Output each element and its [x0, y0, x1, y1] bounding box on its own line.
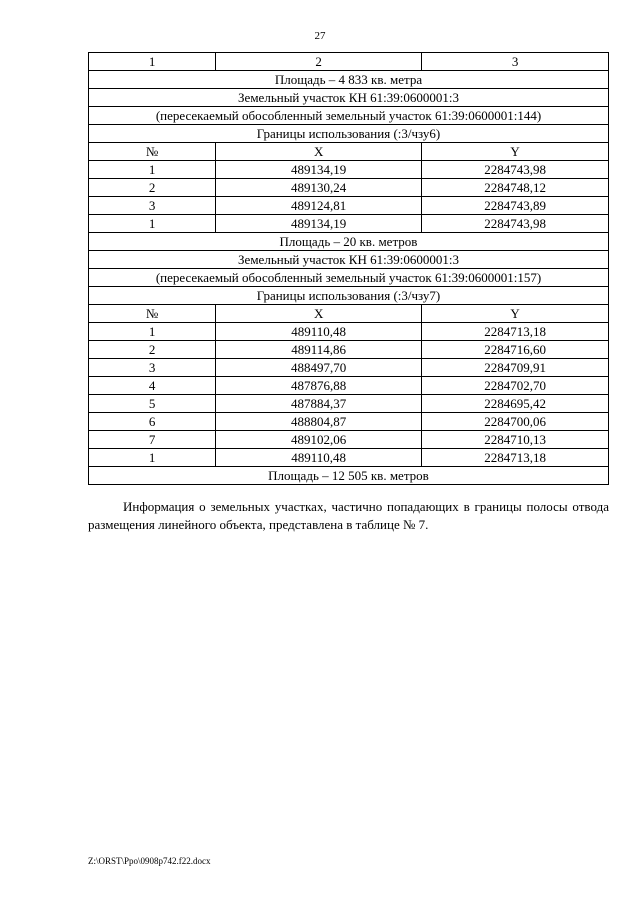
table-span-cell: Земельный участок КН 61:39:0600001:3 — [89, 89, 609, 107]
point-number-cell: 4 — [89, 377, 216, 395]
table-row — [89, 413, 609, 431]
x-coordinate-cell: 488804,87 — [216, 413, 422, 431]
y-coordinate-cell: 2284743,89 — [422, 197, 609, 215]
table-row — [89, 377, 609, 395]
table-span-row — [89, 269, 609, 287]
point-number-cell: 5 — [89, 395, 216, 413]
point-number-cell: № — [89, 143, 216, 161]
point-number-cell: 3 — [89, 197, 216, 215]
table-span-cell: Земельный участок КН 61:39:0600001:3 — [89, 251, 609, 269]
table-span-row — [89, 233, 609, 251]
x-coordinate-cell: 487876,88 — [216, 377, 422, 395]
y-coordinate-cell: Y — [422, 143, 609, 161]
point-number-cell: 1 — [89, 215, 216, 233]
y-coordinate-cell: 2284713,18 — [422, 449, 609, 467]
y-coordinate-cell: 2284748,12 — [422, 179, 609, 197]
x-coordinate-cell: 489102,06 — [216, 431, 422, 449]
table-row — [89, 323, 609, 341]
y-coordinate-cell: 2284709,91 — [422, 359, 609, 377]
y-coordinate-cell: 2284702,70 — [422, 377, 609, 395]
point-number-cell: 2 — [89, 179, 216, 197]
x-coordinate-cell: 487884,37 — [216, 395, 422, 413]
table-span-row — [89, 125, 609, 143]
coordinates-table — [88, 52, 609, 485]
x-coordinate-cell: 489124,81 — [216, 197, 422, 215]
table-row — [89, 179, 609, 197]
table-row — [89, 341, 609, 359]
table-row — [89, 215, 609, 233]
x-coordinate-cell: X — [216, 305, 422, 323]
table-span-row — [89, 89, 609, 107]
table-row — [89, 197, 609, 215]
table-row — [89, 431, 609, 449]
table-span-cell: Площадь – 4 833 кв. метра — [89, 71, 609, 89]
table-span-cell: Границы использования (:3/чзу6) — [89, 125, 609, 143]
table-row — [89, 395, 609, 413]
info-paragraph: Информация о земельных участках, частично попадающих в границы полосы отвода размещения линейного объекта, представлена в таблице № 7. — [88, 499, 609, 532]
table-span-row — [89, 71, 609, 89]
table-row — [89, 305, 609, 323]
y-coordinate-cell: 2284743,98 — [422, 215, 609, 233]
table-span-cell: (пересекаемый обособленный земельный участок 61:39:0600001:157) — [89, 269, 609, 287]
x-coordinate-cell: 489114,86 — [216, 341, 422, 359]
point-number-cell: 6 — [89, 413, 216, 431]
point-number-cell: № — [89, 305, 216, 323]
y-coordinate-cell: Y — [422, 305, 609, 323]
y-coordinate-cell: 2284743,98 — [422, 161, 609, 179]
point-number-cell: 7 — [89, 431, 216, 449]
point-number-cell: 1 — [89, 161, 216, 179]
table-row — [89, 359, 609, 377]
table-span-row — [89, 251, 609, 269]
table-span-row — [89, 287, 609, 305]
y-coordinate-cell: 2284716,60 — [422, 341, 609, 359]
table-span-row — [89, 107, 609, 125]
table-header-row — [89, 53, 609, 71]
x-coordinate-cell: 489134,19 — [216, 161, 422, 179]
point-number-cell: 2 — [89, 341, 216, 359]
point-number-cell: 1 — [89, 323, 216, 341]
x-coordinate-cell: 489110,48 — [216, 449, 422, 467]
y-coordinate-cell: 2284710,13 — [422, 431, 609, 449]
point-number-cell: 3 — [89, 359, 216, 377]
column-number-3: 3 — [422, 53, 609, 71]
y-coordinate-cell: 2284700,06 — [422, 413, 609, 431]
footer-file-path: Z:\ORST\Ppo\0908p742.f22.docx — [88, 856, 211, 866]
x-coordinate-cell: 489130,24 — [216, 179, 422, 197]
table-row — [89, 143, 609, 161]
table-row — [89, 161, 609, 179]
table-row — [89, 449, 609, 467]
page-number: 27 — [314, 30, 326, 42]
y-coordinate-cell: 2284695,42 — [422, 395, 609, 413]
x-coordinate-cell: 489134,19 — [216, 215, 422, 233]
x-coordinate-cell: X — [216, 143, 422, 161]
table-span-row — [89, 467, 609, 485]
point-number-cell: 1 — [89, 449, 216, 467]
x-coordinate-cell: 488497,70 — [216, 359, 422, 377]
y-coordinate-cell: 2284713,18 — [422, 323, 609, 341]
table-span-cell: Площадь – 20 кв. метров — [89, 233, 609, 251]
coordinates-table-body — [89, 53, 609, 485]
x-coordinate-cell: 489110,48 — [216, 323, 422, 341]
column-number-2: 2 — [216, 53, 422, 71]
table-span-cell: (пересекаемый обособленный земельный участок 61:39:0600001:144) — [89, 107, 609, 125]
column-number-1: 1 — [89, 53, 216, 71]
table-span-cell: Границы использования (:3/чзу7) — [89, 287, 609, 305]
table-span-cell: Площадь – 12 505 кв. метров — [89, 467, 609, 485]
